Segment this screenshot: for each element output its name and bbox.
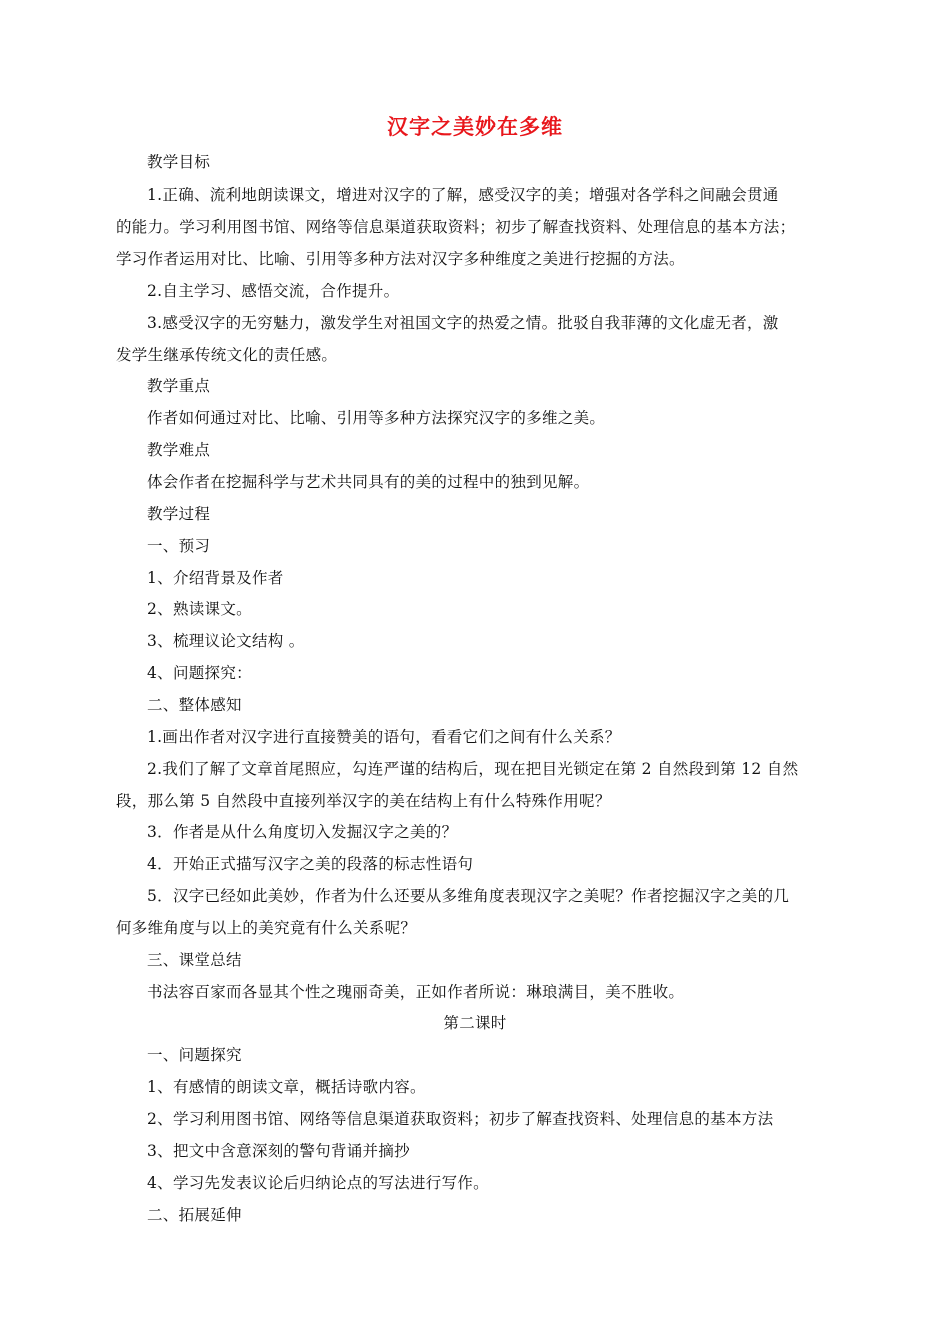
list-item: 2、学习利用图书馆、网络等信息渠道获取资料；初步了解查找资料、处理信息的基本方法 xyxy=(147,1110,774,1128)
section-heading-difficulties: 教学难点 xyxy=(147,441,211,459)
subheading-line: 一、预习 xyxy=(147,537,211,555)
list-item: 3．作者是从什么角度切入发掘汉字之美的？ xyxy=(147,823,458,841)
list-item: 2、熟读课文。 xyxy=(147,600,252,618)
subheading-line: 二、拓展延伸 xyxy=(147,1206,242,1224)
list-item: 4、学习先发表议论后归纳论点的写法进行写作。 xyxy=(147,1174,489,1192)
list-item: 5．汉字已经如此美妙，作者为什么还要从多维角度表现汉字之美呢？作者挖掘汉字之美的几 xyxy=(147,887,790,905)
paragraph-line: 3.感受汉字的无穷魅力，激发学生对祖国文字的热爱之情。批驳自我菲薄的文化虚无者，激 xyxy=(147,314,779,332)
paragraph-line: 2.自主学习、感悟交流，合作提升。 xyxy=(147,282,400,300)
paragraph-line: 体会作者在挖掘科学与艺术共同具有的美的过程中的独到见解。 xyxy=(147,473,590,491)
paragraph-line: 何多维角度与以上的美究竟有什么关系呢？ xyxy=(116,919,417,937)
list-item: 2.我们了解了文章首尾照应，勾连严谨的结构后，现在把目光锁定在第 2 自然段到第 12 自然 xyxy=(147,760,799,778)
subheading-line: 三、课堂总结 xyxy=(147,951,242,969)
paragraph-line: 的能力。学习利用图书馆、网络等信息渠道获取资料；初步了解查找资料、处理信息的基本方法； xyxy=(116,218,796,236)
list-item: 1、有感情的朗读文章，概括诗歌内容。 xyxy=(147,1078,426,1096)
section-heading-key-points: 教学重点 xyxy=(147,377,211,395)
section-heading-process: 教学过程 xyxy=(147,505,211,523)
paragraph-line: 发学生继承传统文化的责任感。 xyxy=(116,346,338,364)
paragraph-line: 作者如何通过对比、比喻、引用等多种方法探究汉字的多维之美。 xyxy=(147,409,606,427)
list-item: 4、问题探究： xyxy=(147,664,252,682)
list-item: 1、介绍背景及作者 xyxy=(147,569,284,587)
subheading-line: 一、问题探究 xyxy=(147,1046,242,1064)
document-title: 汉字之美妙在多维 xyxy=(387,115,563,139)
paragraph-line: 段，那么第 5 自然段中直接列举汉字的美在结构上有什么特殊作用呢？ xyxy=(116,792,611,810)
list-item: 1.画出作者对汉字进行直接赞美的语句，看看它们之间有什么关系？ xyxy=(147,728,621,746)
subheading-line: 二、整体感知 xyxy=(147,696,242,714)
paragraph-line: 学习作者运用对比、比喻、引用等多种方法对汉字多种维度之美进行挖掘的方法。 xyxy=(116,250,685,268)
lesson-heading: 第二课时 xyxy=(443,1014,507,1032)
list-item: 4．开始正式描写汉字之美的段落的标志性语句 xyxy=(147,855,474,873)
list-item: 3、把文中含意深刻的警句背诵并摘抄 xyxy=(147,1142,410,1160)
section-heading-objectives: 教学目标 xyxy=(147,153,211,171)
paragraph-line: 1.正确、流利地朗读课文，增进对汉字的了解，感受汉字的美；增强对各学科之间融会贯通 xyxy=(147,186,779,204)
list-item: 3、梳理议论文结构 。 xyxy=(147,632,305,650)
paragraph-line: 书法容百家而各显其个性之瑰丽奇美，正如作者所说：琳琅满目，美不胜收。 xyxy=(147,983,685,1001)
